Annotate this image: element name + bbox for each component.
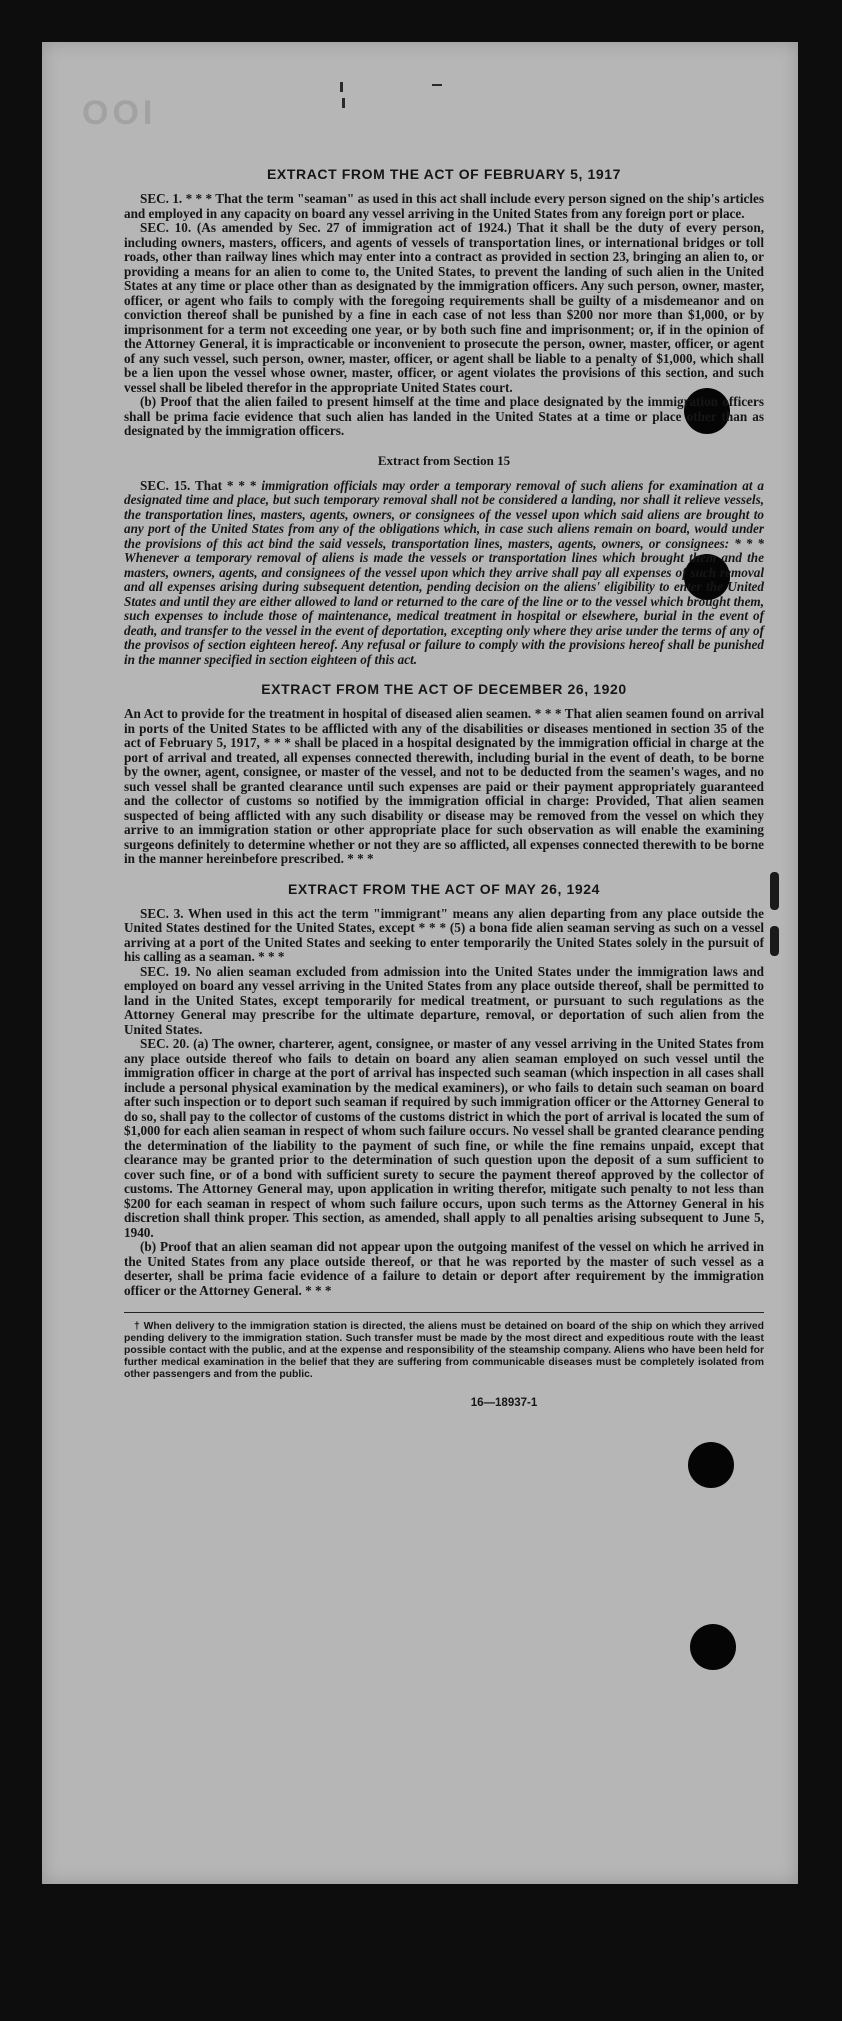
act-1917-sec-1: SEC. 1. * * * That the term "seaman" as used in this act shall include every person signed on the ship's articles and employed in any capacity on board any vessel arriving in the United States from any foreign port or place. bbox=[124, 191, 764, 221]
document-body bbox=[124, 166, 764, 1409]
section-15-paragraph bbox=[124, 479, 764, 668]
act-1920-text: An Act to provide for the treatment in hospital of diseased alien seamen. * * * That alien seamen found on arrival in ports of the United States to be afflicted with any of the disabilities or diseases mentioned in section 35 of the act of February 5, 1917, * * * shall be placed in a hospital designated by the immigration official in charge at the port of arrival and treated, all expenses connected therewith, including burial in the event of death, to be borne by the owner, agent, consignee, or master of the vessel, and not to be deducted from the seamen's wages, and no such vessel shall be granted clearance until such expenses are paid or their payment appropriately guaranteed and the collector of customs so notified by the immigration official in charge: Provided, That alien seamen suspected of being afflicted with any such disability or disease may be removed from the vessel on which they arrive to an immigration station or other appropriate place for such observation as will enable the examining surgeons definitely to determine whether or not they are so afflicted, all expenses connected therewith to be borne in the manner hereinbefore prescribed. * * * bbox=[124, 706, 764, 866]
act-1924-heading: EXTRACT FROM THE ACT OF MAY 26, 1924 bbox=[287, 880, 601, 897]
footnote-divider bbox=[124, 1312, 764, 1313]
act-1917-sec-10: SEC. 10. (As amended by Sec. 27 of immigration act of 1924.) That it shall be the duty of every person, including owners, masters, officers, and agents of vessels of transportation lines, or international bridges or toll roads, other than railway lines which may enter into a contract as provided in section 23, bringing an alien to, or providing a means for an alien to come to, the United States, to prevent the landing of such alien in the United States at any time or place other than as designated by the immigration officers. Any such person, owner, master, officer, or agent who fails to comply with the foregoing requirements shall be guilty of a misdemeanor and on conviction thereof shall be punished by a fine in each case of not less than $200 nor more than $1,000, or by imprisonment for a term not exceeding one year, or by both such fine and imprisonment; or, if in the opinion of the Attorney General, it is impracticable or inconvenient to prosecute the person, owner, master, officer, or agent of any such vessel, such person, owner, master, officer, or agent shall be liable to a penalty of $1,000, which shall be a lien upon the vessel whose owner, master, officer, or agent violates the provisions of this section, and such vessel shall be libeled therefor in the appropriate United States court. bbox=[124, 220, 764, 395]
scan-mark bbox=[342, 98, 345, 108]
section-15-text: immigration officials may order a temporary removal of such aliens for examination at a designated time and place, but such temporary removal shall not be considered a landing, nor shall it relieve vessels, the transportation lines, masters, agents, owners, or consignees of the vessel upon which said aliens are brought to any port of the United States from any of the obligations which, in case such aliens remain on board, would under the provisions of this act bind the said vessels, transportation lines, masters, agents, owners, or consignees: * * * Whenever a temporary removal of aliens is made the vessels or transportation lines which brought them and the masters, owners, agents, and consignees of the vessel upon which they arrive shall pay all expenses of such removal and all expenses arising during subsequent detention, pending decision on the aliens' eligibility to enter the United States and until they are either allowed to land or returned to the care of the line or to the vessel which brought them, such expenses to include those of maintenance, medical treatment in hospital or elsewhere, burial in the event of death, and transfer to the vessel in the event of deportation, excepting only where they arise under the terms of any of the provisos of section eighteen hereof. Any refusal or failure to comply with the provisions hereof shall be punished in the manner specified in section eighteen of this act. bbox=[124, 477, 764, 667]
act-1917-section bbox=[124, 166, 764, 439]
act-1924-sec-20-b: (b) Proof that an alien seaman did not appear upon the outgoing manifest of the vessel on which he arrived in the United States from any place outside thereof, or that he was reported by the master of such vessel as a deserter, shall be prima facie evidence of a failure to detain or deport after requirement by the immigration officer or the Attorney General. * * * bbox=[124, 1239, 764, 1298]
act-1920-section bbox=[124, 681, 764, 867]
footnote bbox=[124, 1321, 764, 1381]
act-1917-heading: EXTRACT FROM THE ACT OF FEBRUARY 5, 1917 bbox=[266, 166, 622, 182]
form-number: 16—18937-1 bbox=[470, 1397, 538, 1409]
section-15-heading: Extract from Section 15 bbox=[377, 452, 511, 468]
act-1917-sec-10-b: (b) Proof that the alien failed to present himself at the time and place designated by the immigration officers shall be prima facie evidence that such alien has landed in the United States at a time or place other than as designated by the immigration officers. bbox=[124, 394, 764, 438]
footnote-text: † When delivery to the immigration station is directed, the aliens must be detained on board of the ship on which they arrived pending delivery to the immigration station. Such transfer must be made by the most direct and expeditious route with the least possible contact with the public, and at the expense and responsibility of the steamship company. Aliens who have been held for further medical examination in the belief that they are suffering from communicable diseases must be completely isolated from other passengers and from the public. bbox=[124, 1321, 764, 1380]
act-1924-sec-19: SEC. 19. No alien seaman excluded from admission into the United States under the immigration laws and employed on board any vessel arriving in the United States from any place outside thereof, shall be permitted to land in the United States, except temporarily for medical treatment, or pursuant to such regulations as the Attorney General may prescribe for the ultimate departure, removal, or deportation of such alien from the United States. bbox=[124, 963, 764, 1037]
act-1924-sec-20: SEC. 20. (a) The owner, charterer, agent, consignee, or master of any vessel arriving in the United States from any place outside thereof who fails to detain on board any alien seaman employed on such vessel until the immigration officer in charge at the port of arrival has inspected such seaman (which inspection in all cases shall include a personal physical examination by the medical examiners), or who fails to detain such seaman on board after such inspection or to deport such seaman if required by such immigration officer or the Attorney General to do so, shall pay to the collector of customs of the customs district in which the port of arrival is located the sum of $1,000 for each alien seaman in respect of whom such failure occurs. No vessel shall be granted clearance pending the determination of the liability to the payment of such fine, or while the fine remains unpaid, except that clearance may be granted prior to the determination of such question upon the deposit of a sum sufficient to cover such fine, or of a bond with sufficient surety to secure the payment thereof approved by the collector of customs. The Attorney General may, upon application in writing therefor, mitigate such penalty to not less than $200 for each seaman in respect of whom such failure occurs, upon such terms as the Attorney General in his discretion shall think proper. This section, as amended, shall apply to all penalties arising subsequent to June 5, 1940. bbox=[124, 1036, 764, 1240]
document-page bbox=[42, 42, 798, 1884]
edge-mark bbox=[770, 926, 779, 956]
act-1920-heading: EXTRACT FROM THE ACT OF DECEMBER 26, 1920 bbox=[261, 681, 627, 697]
edge-mark bbox=[770, 872, 779, 910]
faint-stamp: OOI bbox=[82, 94, 157, 132]
section-15-lead: SEC. 15. That * * * bbox=[140, 477, 257, 493]
act-1924-sec-3: SEC. 3. When used in this act the term "immigrant" means any alien departing from any place outside the United States destined for the United States, except * * * (5) a bona fide alien seaman serving as such on a vessel arriving at a port of the United States and seeking to enter temporarily the United States solely in the pursuit of his calling as a seaman. * * * bbox=[124, 905, 764, 964]
punch-hole bbox=[688, 1442, 734, 1488]
scan-mark bbox=[340, 82, 343, 92]
scan-mark bbox=[432, 84, 442, 86]
punch-hole bbox=[690, 1624, 736, 1670]
act-1924-section bbox=[124, 881, 764, 1299]
section-15 bbox=[124, 453, 764, 668]
